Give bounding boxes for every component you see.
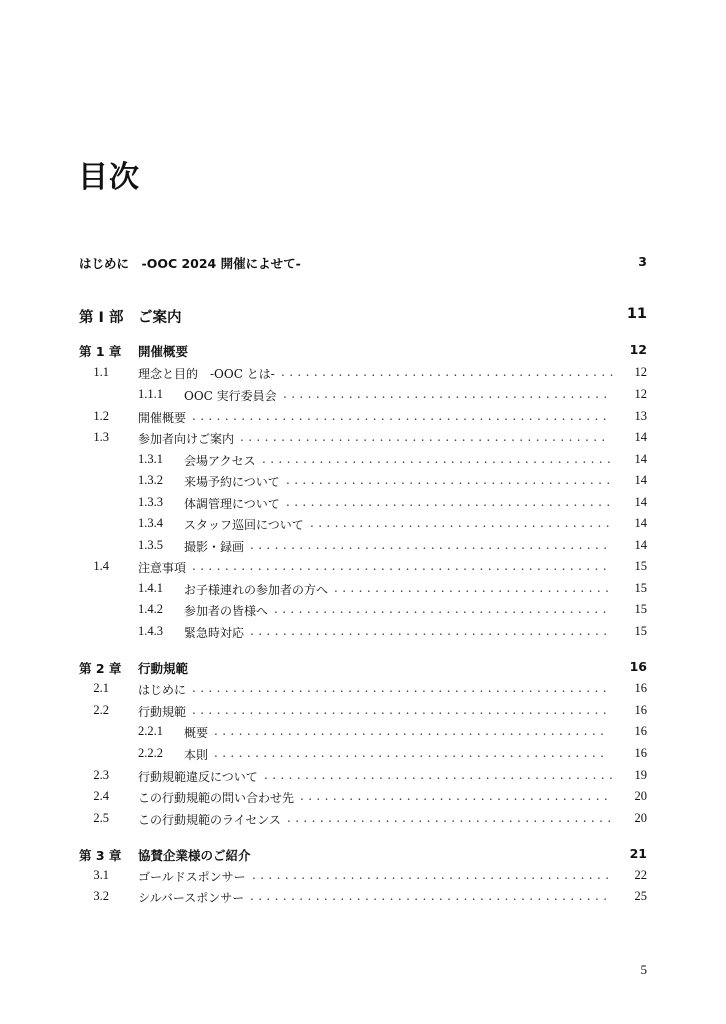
toc-entry-subsection[interactable] [0, 581, 726, 601]
toc-entry-page: 20 [634, 811, 647, 825]
toc-entry-title: 理念と目的 -OOC とは- [138, 367, 275, 381]
toc-entry-page: 15 [634, 602, 647, 616]
toc-entry-number: 1.3.3 [138, 495, 163, 509]
toc-entry-section[interactable] [0, 559, 726, 579]
toc-entry-title: 概要 [184, 726, 209, 740]
toc-entry-title: スタッフ巡回について [184, 518, 304, 532]
toc-entry-number: 2.1 [93, 681, 109, 695]
toc-entry-title: ゴールドスポンサー [138, 870, 246, 884]
leader-dots: ............................................ [250, 889, 612, 903]
toc-entry-number: 1.3 [93, 430, 109, 444]
leader-dots: ........................................ [286, 495, 615, 509]
toc-entry-title: ご案内 [138, 310, 182, 326]
leader-dots: ..................................... [310, 516, 614, 530]
toc-entry-section[interactable] [0, 365, 726, 385]
toc-entry-section[interactable] [0, 409, 726, 429]
toc-entry-title: 参加者の皆様へ [184, 604, 269, 618]
toc-entry-number: 2.3 [93, 768, 109, 782]
toc-entry-section[interactable] [0, 681, 726, 701]
leader-dots: ................................................... [192, 559, 611, 573]
toc-entry-subsection[interactable] [0, 516, 726, 536]
toc-entry-subsection[interactable] [0, 387, 726, 407]
leader-dots: ........................................... [264, 768, 618, 782]
leader-dots: ................................................... [192, 703, 611, 717]
leader-dots: ............................................. [240, 430, 610, 444]
toc-entry-section[interactable] [0, 811, 726, 831]
toc-entry-page: 15 [634, 624, 647, 638]
page-title: 目次 [78, 160, 140, 195]
toc-entry-page: 12 [629, 342, 647, 357]
toc-entry-title: この行動規範の問い合わせ先 [138, 791, 295, 805]
toc-entry-title: 開催概要 [138, 344, 189, 359]
page-number: 5 [640, 962, 647, 977]
toc-entry-page: 19 [634, 768, 647, 782]
toc-entry-title: はじめに [138, 683, 187, 697]
leader-dots: ............................................ [250, 538, 612, 552]
toc-entry-title: シルバースポンサー [138, 891, 245, 905]
leader-dots: ................................................... [192, 409, 611, 423]
leader-dots: ......................................... [281, 365, 618, 379]
toc-entry-subsection[interactable] [0, 724, 726, 744]
toc-entry-title: 緊急時対応 [184, 626, 245, 640]
toc-entry-page: 15 [634, 559, 647, 573]
toc-entry-page: 12 [634, 387, 647, 401]
toc-entry-number: 2.4 [93, 789, 109, 803]
toc-entry-number: 2.2 [93, 703, 109, 717]
toc-entry-number: 第 1 章 [79, 344, 122, 359]
toc-entry-title: 行動規範 [138, 705, 187, 719]
toc-entry-title: 行動規範違反について [138, 770, 258, 784]
toc-entry-number: 第 2 章 [79, 661, 122, 676]
toc-entry-subsection[interactable] [0, 452, 726, 472]
toc-entry-page: 21 [629, 846, 647, 861]
toc-entry-page: 22 [634, 868, 647, 882]
toc-entry-number: 3.2 [93, 889, 109, 903]
leader-dots: ................................................... [192, 681, 611, 695]
toc-entry-page: 16 [634, 724, 647, 738]
toc-entry-title: はじめに -OOC 2024 開催によせて- [79, 256, 301, 271]
leader-dots: ........................................ [286, 473, 615, 487]
toc-entry-title: 体調管理について [184, 497, 280, 511]
toc-entry-part[interactable] [0, 306, 726, 326]
toc-entry-number: 2.2.2 [138, 746, 163, 760]
toc-entry-title: 注意事項 [138, 561, 187, 575]
toc-entry-number: 1.1 [93, 365, 109, 379]
toc-entry-page: 14 [634, 452, 647, 466]
leader-dots: ...................................... [300, 789, 613, 803]
toc-entry-page: 3 [638, 254, 647, 269]
leader-dots: ........................................ [287, 811, 616, 825]
toc-entry-page: 14 [634, 538, 647, 552]
leader-dots: ........................................... [262, 452, 616, 466]
leader-dots: ................................................ [214, 746, 609, 760]
toc-entry-title: 開催概要 [138, 411, 187, 425]
toc-entry-number: 2.5 [93, 811, 109, 825]
toc-entry-title: OOC 実行委員会 [184, 389, 277, 403]
toc-entry-number: 1.3.5 [138, 538, 163, 552]
toc-entry-page: 14 [634, 495, 647, 509]
toc-entry-title: 撮影・録画 [184, 540, 245, 554]
leader-dots: ............................................ [252, 868, 614, 882]
toc-entry-page: 16 [629, 659, 647, 674]
toc-entry-section[interactable] [0, 868, 726, 888]
toc-entry-number: 1.3.2 [138, 473, 163, 487]
toc-entry-number: 第 3 章 [79, 848, 122, 863]
toc-entry-page: 25 [634, 889, 647, 903]
leader-dots: ............................................ [250, 624, 612, 638]
toc-entry-page: 11 [626, 306, 647, 322]
toc-entry-number: 第 I 部 [79, 310, 124, 326]
leader-dots: ......................................... [274, 602, 611, 616]
toc-entry-title: この行動規範のライセンス [138, 813, 281, 827]
toc-entry-number: 1.4.2 [138, 602, 163, 616]
toc-entry-page: 14 [634, 473, 647, 487]
toc-entry-section[interactable] [0, 768, 726, 788]
toc-entry-number: 1.3.1 [138, 452, 163, 466]
toc-entry-subsection[interactable] [0, 538, 726, 558]
toc-entry-page: 16 [634, 746, 647, 760]
toc-entry-chapter[interactable] [0, 846, 726, 866]
toc-entry-intro[interactable] [0, 254, 726, 274]
toc-entry-number: 1.4 [93, 559, 109, 573]
toc-entry-page: 15 [634, 581, 647, 595]
toc-entry-subsection[interactable] [0, 746, 726, 766]
toc-entry-title: 本則 [184, 748, 209, 762]
leader-dots: ................................................ [214, 724, 609, 738]
toc-entry-page: 14 [634, 430, 647, 444]
toc-entry-title: 協賛企業様のご紹介 [138, 848, 251, 863]
toc-entry-section[interactable] [0, 889, 726, 909]
toc-entry-number: 1.3.4 [138, 516, 163, 530]
toc-entry-number: 1.4.3 [138, 624, 163, 638]
toc-entry-subsection[interactable] [0, 473, 726, 493]
toc-entry-page: 16 [634, 703, 647, 717]
toc-entry-title: 来場予約について [184, 475, 280, 489]
toc-entry-chapter[interactable] [0, 342, 726, 362]
toc-entry-chapter[interactable] [0, 659, 726, 679]
toc-entry-title: 会場アクセス [184, 454, 256, 468]
toc-entry-number: 1.4.1 [138, 581, 163, 595]
toc-entry-page: 12 [634, 365, 647, 379]
toc-entry-page: 20 [634, 789, 647, 803]
leader-dots: .................................. [334, 581, 614, 595]
toc-entry-subsection[interactable] [0, 495, 726, 515]
toc-entry-number: 3.1 [93, 868, 109, 882]
toc-entry-section[interactable] [0, 430, 726, 450]
toc-entry-number: 2.2.1 [138, 724, 163, 738]
toc-entry-page: 14 [634, 516, 647, 530]
toc-entry-title: 行動規範 [138, 661, 189, 676]
toc-entry-title: お子様連れの参加者の方へ [184, 583, 329, 597]
toc-entry-number: 1.1.1 [138, 387, 163, 401]
leader-dots: ........................................ [283, 387, 612, 401]
toc-entry-section[interactable] [0, 789, 726, 809]
toc-entry-section[interactable] [0, 703, 726, 723]
toc-entry-page: 13 [634, 409, 647, 423]
toc-entry-number: 1.2 [93, 409, 109, 423]
toc-entry-subsection[interactable] [0, 624, 726, 644]
toc-entry-title: 参加者向けご案内 [138, 432, 235, 446]
toc-entry-subsection[interactable] [0, 602, 726, 622]
toc-entry-page: 16 [634, 681, 647, 695]
